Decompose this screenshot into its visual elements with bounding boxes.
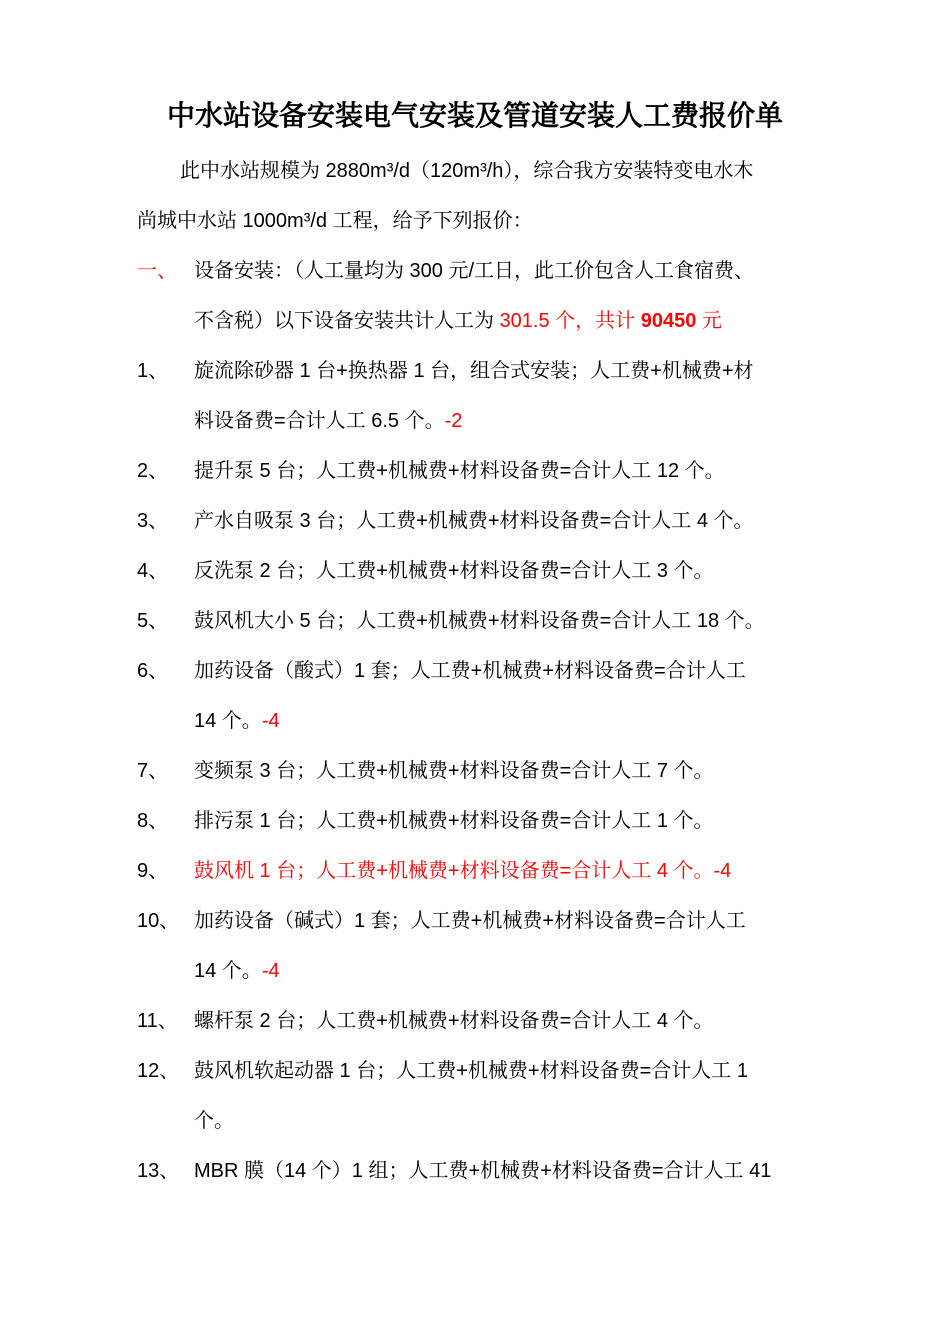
section-line-1: 设备安装：（人工量均为 300 元/工日，此工价包含人工食宿费、	[194, 260, 755, 282]
item-number: 10、	[137, 910, 180, 932]
item-text: 反洗泵 2 台；人工费+机械费+材料设备费=合计人工 3 个。	[194, 560, 714, 582]
item-text: 螺杆泵 2 台；人工费+机械费+材料设备费=合计人工 4 个。	[194, 1010, 714, 1032]
section-total-unit: 元	[696, 310, 722, 332]
intro-line-2: 尚城中水站 1000m³/d 工程，给予下列报价：	[137, 210, 533, 232]
section-number: 一、	[137, 260, 177, 282]
item-text-continued	[194, 407, 462, 435]
item-text: 加药设备（酸式）1 套；人工费+机械费+材料设备费=合计人工	[194, 660, 746, 682]
item-text-line2: 个。	[194, 1110, 234, 1132]
intro-line-1: 此中水站规模为 2880m³/d（120m³/h），综合我方安装特变电水木	[180, 160, 754, 182]
item-number: 8、	[137, 810, 169, 832]
item-text: MBR 膜（14 个）1 组；人工费+机械费+材料设备费=合计人工 41	[194, 1160, 772, 1182]
item-text-line2: 料设备费=合计人工 6.5 个。	[194, 410, 445, 432]
item-number: 6、	[137, 660, 169, 682]
section-total-amount: 90450	[640, 310, 697, 332]
item-text-continued	[194, 957, 280, 985]
item-text: 鼓风机软起动器 1 台；人工费+机械费+材料设备费=合计人工 1	[194, 1060, 748, 1082]
section-line-2	[194, 307, 722, 335]
item-number: 11、	[137, 1010, 178, 1032]
item-note: -2	[444, 410, 463, 432]
item-number: 2、	[137, 460, 169, 482]
item-text: 旋流除砂器 1 台+换热器 1 台，组合式安装；人工费+机械费+材	[194, 360, 754, 382]
item-text: 鼓风机大小 5 台；人工费+机械费+材料设备费=合计人工 18 个。	[194, 610, 765, 632]
item-text: 排污泵 1 台；人工费+机械费+材料设备费=合计人工 1 个。	[194, 810, 714, 832]
item-text: 加药设备（碱式）1 套；人工费+机械费+材料设备费=合计人工	[194, 910, 746, 932]
item-number: 9、	[137, 860, 169, 882]
item-note: -4	[261, 960, 280, 982]
item-text-line2: 14 个。	[194, 960, 262, 982]
item-note: -4	[261, 710, 280, 732]
item-number: 13、	[137, 1160, 180, 1182]
section-total-workers: 301.5 个，共计	[499, 310, 641, 332]
item-number: 3、	[137, 510, 169, 532]
item-number: 1、	[137, 360, 169, 382]
item-text-continued	[194, 707, 280, 735]
item-text-highlighted: 鼓风机 1 台；人工费+机械费+材料设备费=合计人工 4 个。-4	[194, 860, 732, 882]
item-text: 变频泵 3 台；人工费+机械费+材料设备费=合计人工 7 个。	[194, 760, 714, 782]
item-text: 提升泵 5 台；人工费+机械费+材料设备费=合计人工 12 个。	[194, 460, 725, 482]
item-number: 12、	[137, 1060, 180, 1082]
item-number: 5、	[137, 610, 169, 632]
section-line-2-prefix: 不含税）以下设备安装共计人工为	[194, 310, 500, 332]
item-number: 7、	[137, 760, 169, 782]
item-text-line2: 14 个。	[194, 710, 262, 732]
item-number: 4、	[137, 560, 169, 582]
item-text: 产水自吸泵 3 台；人工费+机械费+材料设备费=合计人工 4 个。	[194, 510, 754, 532]
document-title: 中水站设备安装电气安装及管道安装人工费报价单	[166, 99, 783, 132]
